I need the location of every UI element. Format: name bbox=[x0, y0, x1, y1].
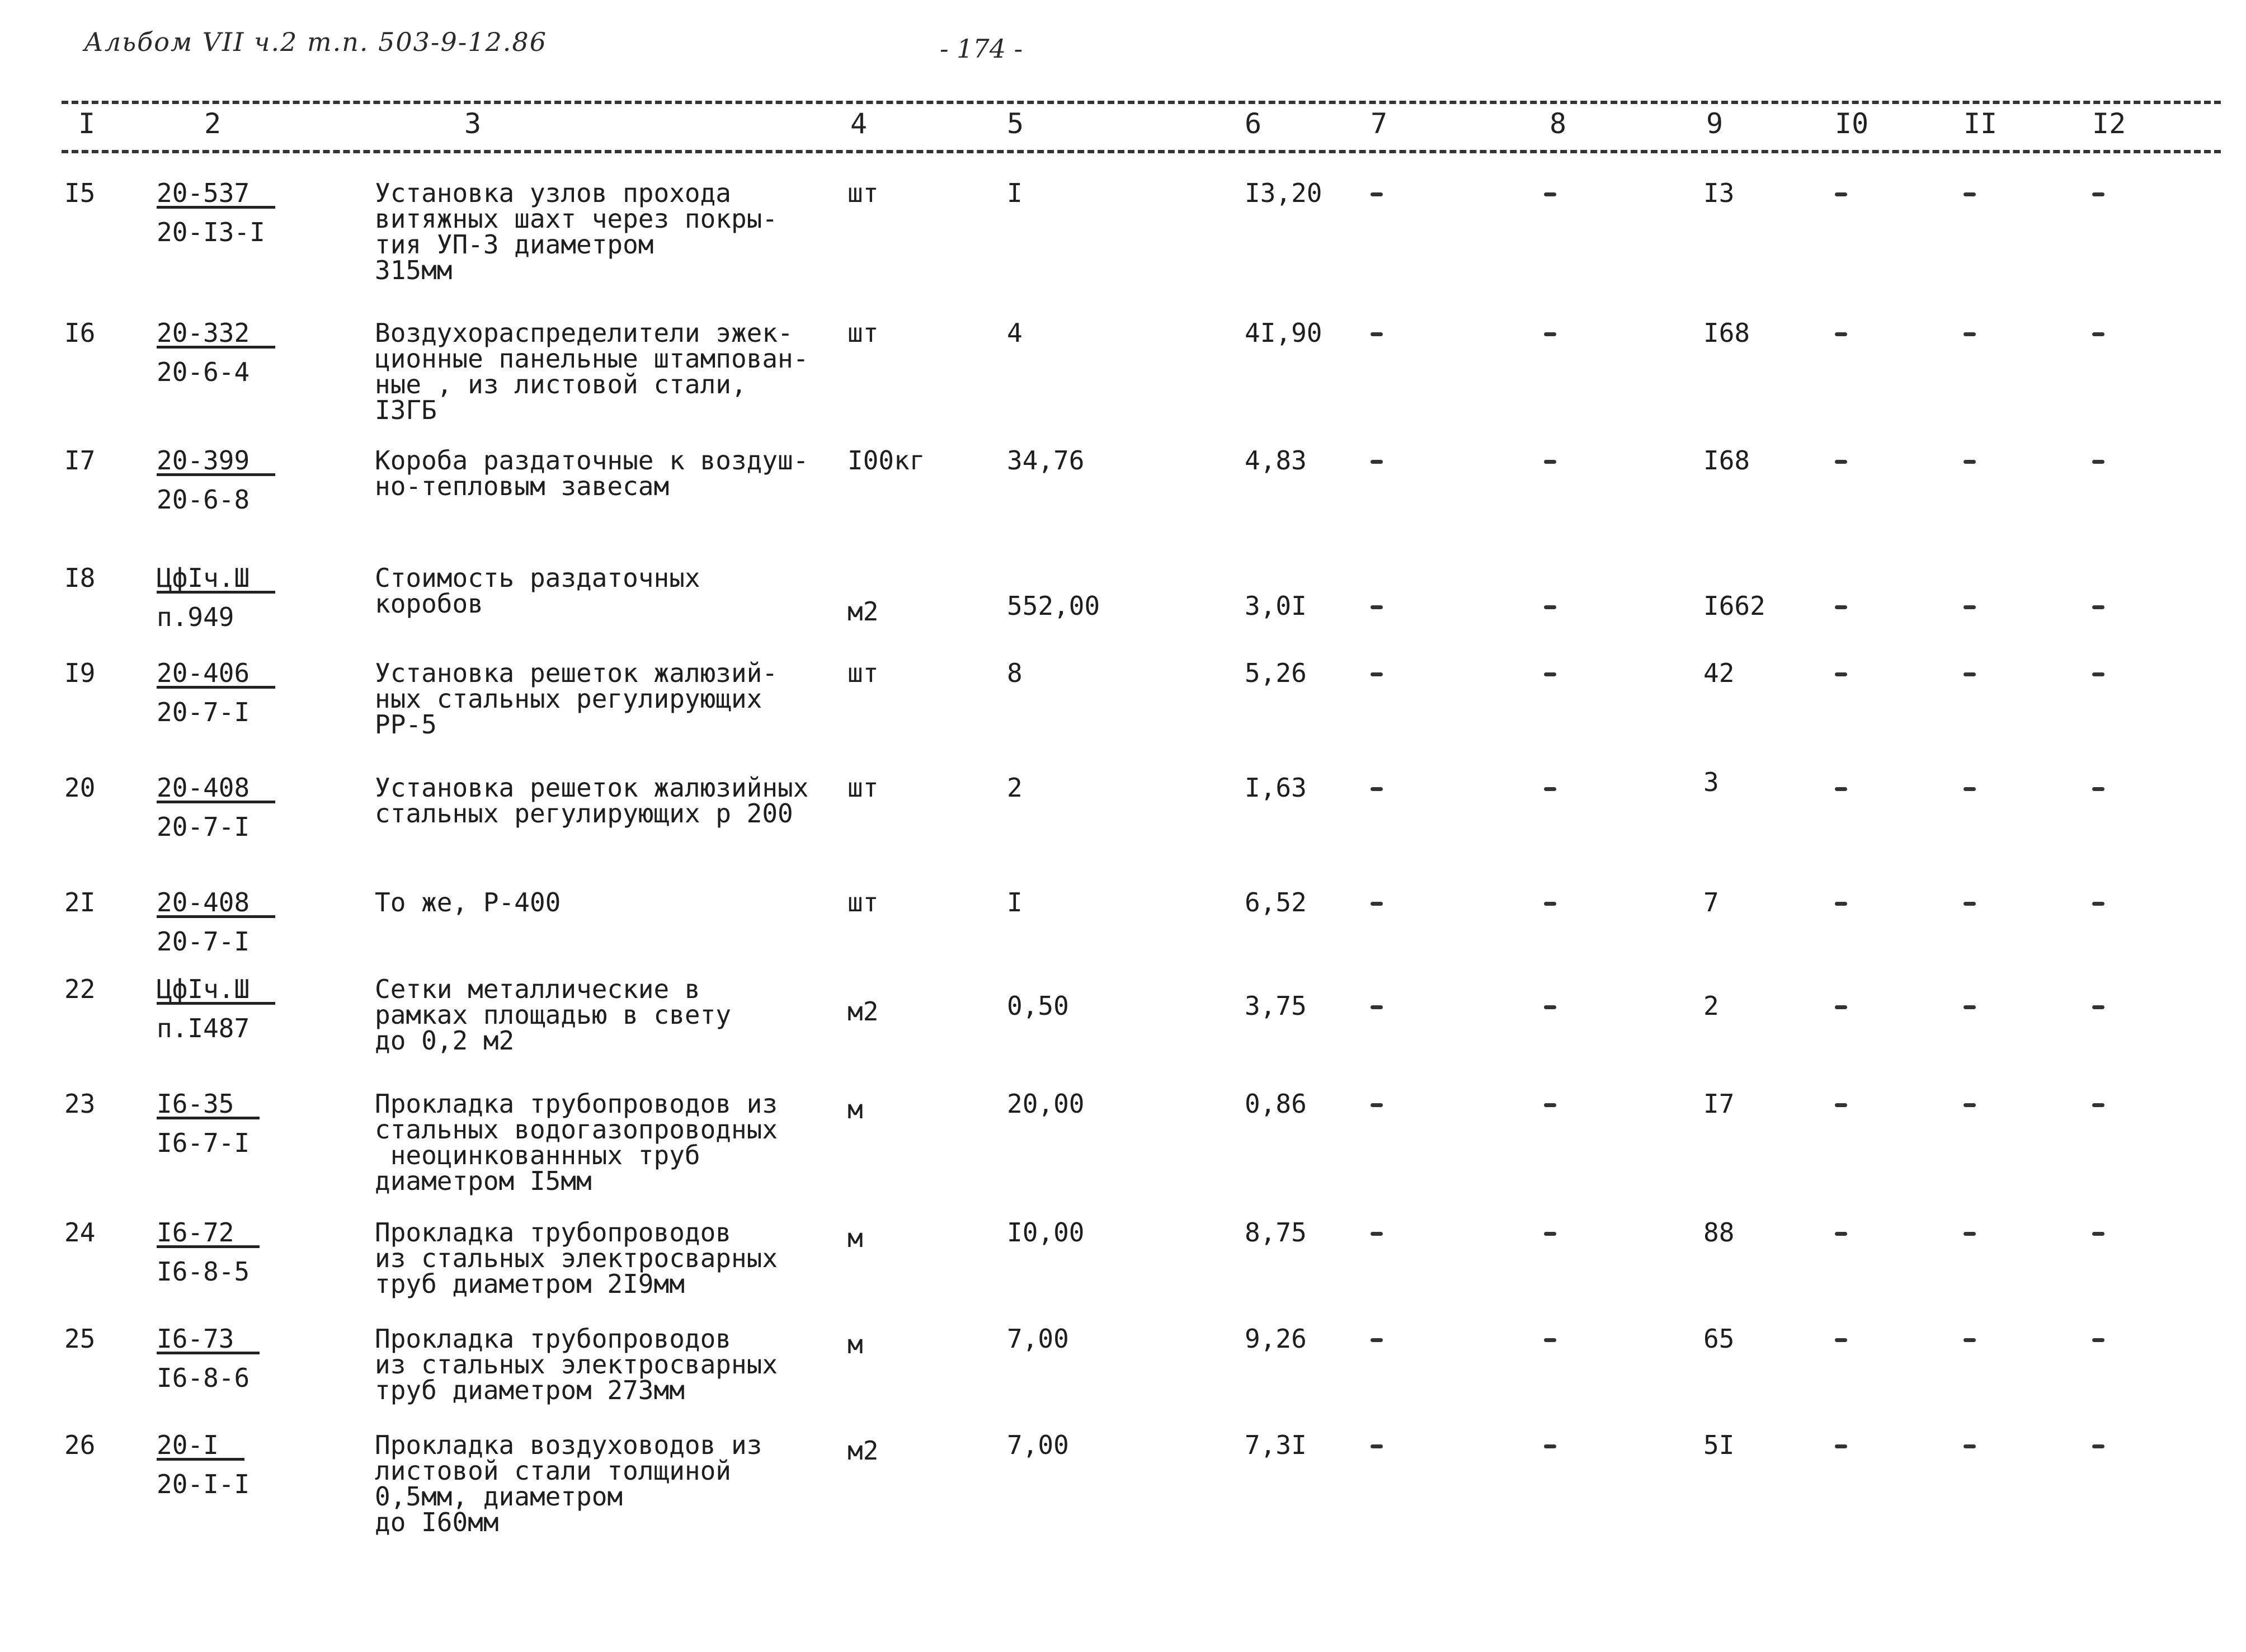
work-description: Сетки металлические в рамках площадью в свету до 0,2 м2 bbox=[375, 974, 731, 1056]
work-description: Прокладка трубопроводов из стальных электросварных труб диаметром 2I9мм bbox=[375, 1217, 778, 1299]
empty-cell-dash bbox=[2092, 460, 2104, 464]
empty-cell-dash bbox=[2092, 1444, 2104, 1448]
quantity: I bbox=[1007, 887, 1023, 917]
unit: м bbox=[847, 1094, 863, 1124]
empty-cell-dash bbox=[2092, 1232, 2104, 1236]
empty-cell-dash bbox=[1964, 1444, 1976, 1448]
norm-code: ЦфIч.Ш bbox=[157, 976, 275, 1005]
total-cost: I68 bbox=[1703, 445, 1750, 476]
empty-cell-dash bbox=[1835, 1103, 1847, 1107]
norm-code-secondary: 20-7-I bbox=[157, 697, 250, 727]
empty-cell-dash bbox=[1964, 787, 1976, 791]
empty-cell-dash bbox=[2092, 192, 2104, 196]
unit: шт bbox=[847, 318, 879, 348]
norm-code-secondary: I6-8-5 bbox=[157, 1256, 250, 1287]
empty-cell-dash bbox=[1544, 192, 1556, 196]
empty-cell-dash bbox=[1544, 332, 1556, 336]
empty-cell-dash bbox=[1964, 1338, 1976, 1342]
empty-cell-dash bbox=[1371, 1103, 1383, 1107]
row-number: I8 bbox=[64, 563, 96, 593]
empty-cell-dash bbox=[1544, 460, 1556, 464]
unit-price: I3,20 bbox=[1245, 178, 1322, 208]
header-rule-top bbox=[62, 101, 2221, 104]
total-cost: 5I bbox=[1703, 1430, 1735, 1460]
norm-code-secondary: п.I487 bbox=[157, 1013, 250, 1043]
empty-cell-dash bbox=[1544, 672, 1556, 676]
empty-cell-dash bbox=[1544, 1444, 1556, 1448]
empty-cell-dash bbox=[2092, 1338, 2104, 1342]
quantity: 7,00 bbox=[1007, 1430, 1069, 1460]
column-header-1: I bbox=[78, 107, 96, 140]
empty-cell-dash bbox=[1835, 605, 1847, 609]
empty-cell-dash bbox=[1835, 1232, 1847, 1236]
column-header-5: 5 bbox=[1007, 107, 1024, 140]
empty-cell-dash bbox=[1371, 460, 1383, 464]
empty-cell-dash bbox=[1544, 902, 1556, 906]
row-number: 23 bbox=[64, 1089, 96, 1119]
empty-cell-dash bbox=[1371, 605, 1383, 609]
unit-price: 4I,90 bbox=[1245, 318, 1322, 348]
empty-cell-dash bbox=[2092, 1005, 2104, 1009]
norm-code: I6-72 bbox=[157, 1220, 260, 1248]
row-number: 22 bbox=[64, 974, 96, 1004]
quantity: 8 bbox=[1007, 658, 1023, 688]
total-cost: I662 bbox=[1703, 591, 1765, 621]
unit: шт bbox=[847, 887, 879, 917]
empty-cell-dash bbox=[1371, 332, 1383, 336]
unit: I00кг bbox=[847, 445, 925, 476]
empty-cell-dash bbox=[1835, 902, 1847, 906]
album-reference: Альбом VII ч.2 т.п. 503-9-12.86 bbox=[84, 27, 547, 57]
total-cost: 65 bbox=[1703, 1324, 1735, 1354]
row-number: 20 bbox=[64, 773, 96, 803]
work-description: Прокладка трубопроводов из стальных водогазопроводных неоцинкованнных труб диаметром I5мм bbox=[375, 1089, 778, 1196]
empty-cell-dash bbox=[1835, 672, 1847, 676]
empty-cell-dash bbox=[1371, 902, 1383, 906]
page-number: - 174 - bbox=[940, 34, 1023, 64]
unit-price: 4,83 bbox=[1245, 445, 1307, 476]
empty-cell-dash bbox=[1544, 1005, 1556, 1009]
empty-cell-dash bbox=[1964, 1103, 1976, 1107]
header-rule-bottom bbox=[62, 150, 2221, 153]
column-header-9: 9 bbox=[1706, 107, 1724, 140]
norm-code: 20-537 bbox=[157, 180, 275, 209]
unit-price: 7,3I bbox=[1245, 1430, 1307, 1460]
empty-cell-dash bbox=[2092, 605, 2104, 609]
row-number: 25 bbox=[64, 1324, 96, 1354]
work-description: Прокладка воздуховодов из листовой стали толщиной 0,5мм, диаметром до I60мм bbox=[375, 1430, 762, 1537]
norm-code: 20-399 bbox=[157, 448, 275, 476]
empty-cell-dash bbox=[1544, 1232, 1556, 1236]
norm-code-secondary: 20-6-4 bbox=[157, 357, 250, 387]
column-header-6: 6 bbox=[1245, 107, 1262, 140]
column-header-10: I0 bbox=[1835, 107, 1869, 140]
total-cost: 88 bbox=[1703, 1217, 1735, 1248]
empty-cell-dash bbox=[2092, 787, 2104, 791]
empty-cell-dash bbox=[1835, 460, 1847, 464]
work-description: Стоимость раздаточных коробов bbox=[375, 563, 700, 619]
unit: шт bbox=[847, 658, 879, 688]
total-cost: 3 bbox=[1703, 767, 1719, 797]
empty-cell-dash bbox=[1835, 1338, 1847, 1342]
empty-cell-dash bbox=[2092, 672, 2104, 676]
empty-cell-dash bbox=[1835, 1005, 1847, 1009]
empty-cell-dash bbox=[1835, 332, 1847, 336]
quantity: 2 bbox=[1007, 773, 1023, 803]
norm-code-secondary: 20-I3-I bbox=[157, 217, 265, 247]
empty-cell-dash bbox=[1835, 192, 1847, 196]
empty-cell-dash bbox=[1964, 460, 1976, 464]
column-header-4: 4 bbox=[850, 107, 868, 140]
empty-cell-dash bbox=[1964, 1005, 1976, 1009]
unit-price: 3,75 bbox=[1245, 991, 1307, 1021]
unit-price: 3,0I bbox=[1245, 591, 1307, 621]
empty-cell-dash bbox=[1371, 1232, 1383, 1236]
work-description: Установка узлов прохода витяжных шахт через покры- тия УП-3 диаметром 315мм bbox=[375, 178, 778, 285]
unit: шт bbox=[847, 773, 879, 803]
norm-code: 20-I bbox=[157, 1432, 244, 1461]
row-number: I5 bbox=[64, 178, 96, 208]
norm-code: I6-73 bbox=[157, 1326, 260, 1354]
unit: м bbox=[847, 1329, 863, 1359]
work-description: Установка решеток жалюзий- ных стальных регулирующих РР-5 bbox=[375, 658, 778, 740]
total-cost: I7 bbox=[1703, 1089, 1735, 1119]
unit-price: 6,52 bbox=[1245, 887, 1307, 917]
unit-price: 0,86 bbox=[1245, 1089, 1307, 1119]
column-header-11: II bbox=[1964, 107, 1998, 140]
total-cost: I3 bbox=[1703, 178, 1735, 208]
norm-code: 20-408 bbox=[157, 889, 275, 918]
norm-code-secondary: I6-7-I bbox=[157, 1128, 250, 1158]
column-header-12: I2 bbox=[2092, 107, 2126, 140]
norm-code-secondary: 20-6-8 bbox=[157, 484, 250, 515]
empty-cell-dash bbox=[1964, 605, 1976, 609]
work-description: Короба раздаточные к воздуш- но-тепловым завесам bbox=[375, 445, 809, 501]
column-header-3: 3 bbox=[464, 107, 482, 140]
norm-code: 20-332 bbox=[157, 320, 275, 349]
quantity: 34,76 bbox=[1007, 445, 1085, 476]
work-description: Воздухораспределители эжек- ционные панельные штампован- ные , из листовой стали, IЗГБ bbox=[375, 318, 809, 425]
column-header-7: 7 bbox=[1371, 107, 1388, 140]
norm-code-secondary: 20-7-I bbox=[157, 812, 250, 842]
unit-price: 8,75 bbox=[1245, 1217, 1307, 1248]
norm-code-secondary: 20-7-I bbox=[157, 926, 250, 957]
empty-cell-dash bbox=[1835, 1444, 1847, 1448]
norm-code: 20-408 bbox=[157, 775, 275, 803]
quantity: I bbox=[1007, 178, 1023, 208]
total-cost: 7 bbox=[1703, 887, 1719, 917]
empty-cell-dash bbox=[1371, 672, 1383, 676]
row-number: 24 bbox=[64, 1217, 96, 1248]
empty-cell-dash bbox=[2092, 332, 2104, 336]
row-number: 26 bbox=[64, 1430, 96, 1460]
unit: м2 bbox=[847, 596, 879, 627]
quantity: 552,00 bbox=[1007, 591, 1100, 621]
norm-code: 20-406 bbox=[157, 660, 275, 689]
empty-cell-dash bbox=[2092, 902, 2104, 906]
norm-code: I6-35 bbox=[157, 1091, 260, 1119]
total-cost: 42 bbox=[1703, 658, 1735, 688]
empty-cell-dash bbox=[1544, 1103, 1556, 1107]
norm-code-secondary: I6-8-6 bbox=[157, 1363, 250, 1393]
empty-cell-dash bbox=[1964, 192, 1976, 196]
empty-cell-dash bbox=[1371, 192, 1383, 196]
empty-cell-dash bbox=[1371, 787, 1383, 791]
total-cost: I68 bbox=[1703, 318, 1750, 348]
norm-code-secondary: п.949 bbox=[157, 602, 234, 632]
empty-cell-dash bbox=[1835, 787, 1847, 791]
empty-cell-dash bbox=[1371, 1005, 1383, 1009]
work-description: Прокладка трубопроводов из стальных электросварных труб диаметром 273мм bbox=[375, 1324, 778, 1405]
quantity: 0,50 bbox=[1007, 991, 1069, 1021]
empty-cell-dash bbox=[1964, 672, 1976, 676]
row-number: 2I bbox=[64, 887, 96, 917]
unit: м2 bbox=[847, 996, 879, 1027]
norm-code-secondary: 20-I-I bbox=[157, 1469, 250, 1499]
empty-cell-dash bbox=[2092, 1103, 2104, 1107]
row-number: I9 bbox=[64, 658, 96, 688]
unit: м2 bbox=[847, 1436, 879, 1466]
column-header-8: 8 bbox=[1550, 107, 1567, 140]
empty-cell-dash bbox=[1964, 902, 1976, 906]
quantity: 20,00 bbox=[1007, 1089, 1085, 1119]
unit-price: I,63 bbox=[1245, 773, 1307, 803]
work-description: То же, Р-400 bbox=[375, 887, 561, 917]
row-number: I7 bbox=[64, 445, 96, 476]
empty-cell-dash bbox=[1544, 1338, 1556, 1342]
unit-price: 5,26 bbox=[1245, 658, 1307, 688]
column-header-2: 2 bbox=[204, 107, 222, 140]
quantity: 7,00 bbox=[1007, 1324, 1069, 1354]
empty-cell-dash bbox=[1371, 1444, 1383, 1448]
quantity: 4 bbox=[1007, 318, 1023, 348]
empty-cell-dash bbox=[1544, 787, 1556, 791]
empty-cell-dash bbox=[1371, 1338, 1383, 1342]
empty-cell-dash bbox=[1544, 605, 1556, 609]
unit-price: 9,26 bbox=[1245, 1324, 1307, 1354]
unit: шт bbox=[847, 178, 879, 208]
empty-cell-dash bbox=[1964, 332, 1976, 336]
norm-code: ЦфIч.Ш bbox=[157, 565, 275, 594]
work-description: Установка решеток жалюзийных стальных регулирующих р 200 bbox=[375, 773, 809, 829]
quantity: I0,00 bbox=[1007, 1217, 1085, 1248]
unit: м bbox=[847, 1223, 863, 1253]
total-cost: 2 bbox=[1703, 991, 1719, 1021]
row-number: I6 bbox=[64, 318, 96, 348]
empty-cell-dash bbox=[1964, 1232, 1976, 1236]
